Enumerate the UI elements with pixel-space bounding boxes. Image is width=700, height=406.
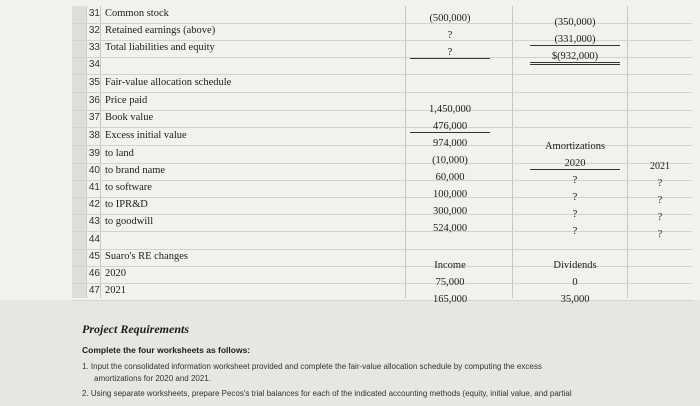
row-number: 41 xyxy=(88,182,100,193)
subsidiary-value-cell: 2020 xyxy=(530,158,620,170)
grid-hline xyxy=(72,127,692,128)
parent-value-cell: (500,000) xyxy=(429,13,471,24)
row-number: 38 xyxy=(88,130,100,141)
parent-value-cell: ? xyxy=(410,47,490,59)
parent-value-cell: (10,000) xyxy=(432,155,468,166)
grid-vline xyxy=(100,6,101,298)
amortization-2021-cell: ? xyxy=(657,195,663,206)
subsidiary-value-cell: Amortizations xyxy=(544,141,606,152)
subsidiary-value-cell: ? xyxy=(572,209,578,220)
row-label: to software xyxy=(105,182,152,193)
parent-value-cell: 524,000 xyxy=(432,223,468,234)
row-label: to IPR&D xyxy=(105,199,148,210)
parent-value-cell: 100,000 xyxy=(432,189,468,200)
row-number: 37 xyxy=(88,112,100,123)
row-number: 31 xyxy=(88,8,100,19)
parent-value-cell: ? xyxy=(447,30,453,41)
row-number: 34 xyxy=(88,59,100,70)
subsidiary-value-cell: ? xyxy=(572,175,578,186)
subsidiary-value-cell: ? xyxy=(572,226,578,237)
parent-value-cell: 476,000 xyxy=(410,121,490,133)
requirement-2-line: 2. Using separate worksheets, prepare Pecos's trial balances for each of the indicated accounting methods (equity, initial value, and partial xyxy=(82,389,572,398)
row-number: 40 xyxy=(88,165,100,176)
grid-vline xyxy=(512,6,513,298)
parent-value-cell: 1,450,000 xyxy=(429,104,471,115)
row-label: 2021 xyxy=(105,285,126,296)
amortization-2021-cell: ? xyxy=(657,178,663,189)
requirement-1-line-1: 1. Input the consolidated information worksheet provided and complete the fair-value allocation schedule by computing the excess xyxy=(82,362,542,371)
requirement-1-line-2: amortizations for 2020 and 2021. xyxy=(94,374,211,383)
grid-hline xyxy=(72,92,692,93)
row-label: Total liabilities and equity xyxy=(105,42,215,53)
row-number: 36 xyxy=(88,95,100,106)
row-label: Book value xyxy=(105,112,154,123)
parent-value-cell: 974,000 xyxy=(432,138,468,149)
row-number: 39 xyxy=(88,148,100,159)
row-label: 2020 xyxy=(105,268,126,279)
grid-hline xyxy=(72,74,692,75)
row-label: Price paid xyxy=(105,95,148,106)
row-number: 32 xyxy=(88,25,100,36)
subsidiary-value-cell: 0 xyxy=(572,277,578,288)
row-number: 44 xyxy=(88,234,100,245)
subsidiary-value-cell: Dividends xyxy=(553,260,597,271)
row-label: Suaro's RE changes xyxy=(105,251,188,262)
row-label: to goodwill xyxy=(105,216,154,227)
amortization-2021-cell: ? xyxy=(657,212,663,223)
subsidiary-value-cell: (350,000) xyxy=(554,17,596,28)
row-label: to brand name xyxy=(105,165,166,176)
requirements-title: Project Requirements xyxy=(82,322,189,336)
requirements-subtitle: Complete the four worksheets as follows: xyxy=(82,345,251,355)
row-number: 42 xyxy=(88,199,100,210)
row-number: 47 xyxy=(88,285,100,296)
row-label: Retained earnings (above) xyxy=(105,25,216,36)
grid-vline xyxy=(627,6,628,298)
row-label: Common stock xyxy=(105,8,169,19)
grid-hline xyxy=(72,249,692,250)
parent-value-cell: 165,000 xyxy=(432,294,468,305)
grid-vline xyxy=(405,6,406,298)
row-label: Fair-value allocation schedule xyxy=(105,77,232,88)
parent-value-cell: Income xyxy=(434,260,466,271)
amortization-2021-cell: 2021 xyxy=(650,161,670,172)
row-number: 33 xyxy=(88,42,100,53)
parent-value-cell: 300,000 xyxy=(432,206,468,217)
row-label: to land xyxy=(105,148,134,159)
amortization-2021-cell: ? xyxy=(657,229,663,240)
subsidiary-value-cell: ? xyxy=(572,192,578,203)
row-label: Excess initial value xyxy=(105,130,187,141)
parent-value-cell: 60,000 xyxy=(435,172,465,183)
subsidiary-value-cell: 35,000 xyxy=(560,294,590,305)
grid-hline xyxy=(72,110,692,111)
row-number: 43 xyxy=(88,216,100,227)
subsidiary-value-cell: $(932,000) xyxy=(530,51,620,65)
row-number: 35 xyxy=(88,77,100,88)
parent-value-cell: 75,000 xyxy=(435,277,465,288)
subsidiary-value-cell: (331,000) xyxy=(530,34,620,46)
row-number: 45 xyxy=(88,251,100,262)
row-number: 46 xyxy=(88,268,100,279)
